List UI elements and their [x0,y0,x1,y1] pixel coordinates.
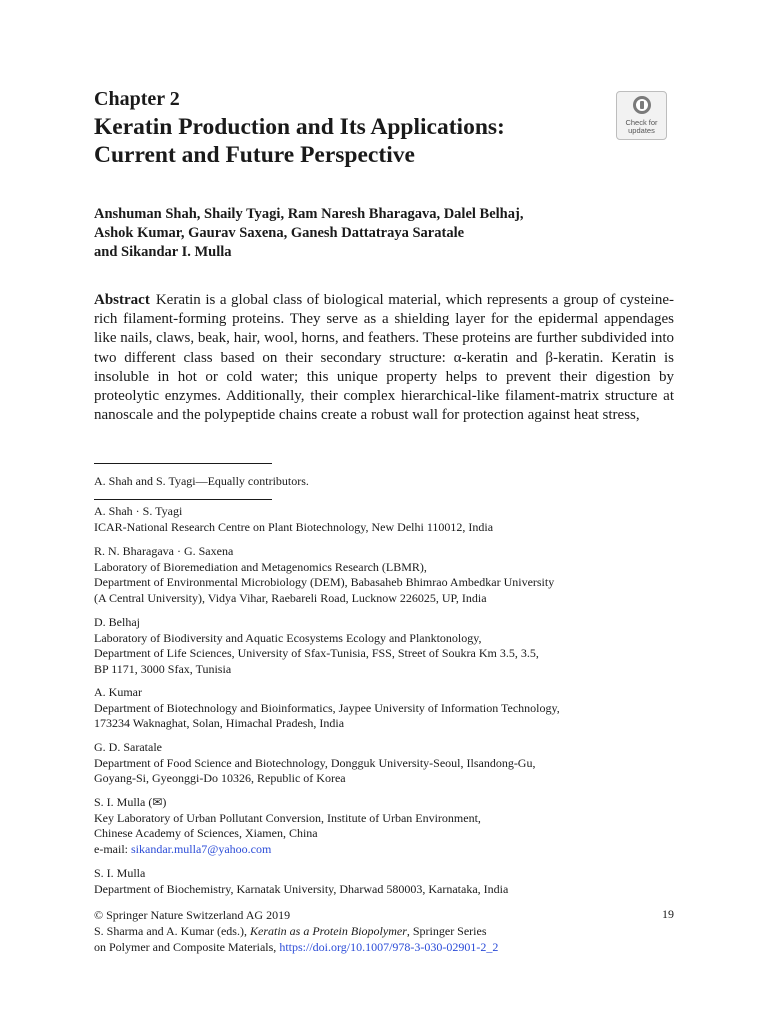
check-for-updates-text-2: updates [628,126,655,135]
series-name: on Polymer and Composite Materials, [94,940,280,954]
abstract-keyword: Abstract [94,292,150,308]
doi-line [94,939,674,955]
check-for-updates-label [617,119,666,135]
affiliation-authors: S. I. Mulla [94,866,146,880]
affiliation-line: ICAR-National Research Centre on Plant Biotechnology, New Delhi 110012, India [94,519,494,534]
book-citation-line [94,923,674,939]
affiliation-line: Department of Life Sciences, University of Sfax-Tunisia, FSS, Street of Soukra Km 3.5, 3.5, [94,646,539,661]
email-line [94,842,674,858]
affiliation-line: Department of Food Science and Biotechnology, Dongguk University-Seoul, Ilsandong-Gu, [94,755,536,770]
affiliation-line: Laboratory of Biodiversity and Aquatic Ecosystems Ecology and Planktonology, [94,630,482,645]
affiliation-line: Department of Environmental Microbiology (DEM), Babasaheb Bhimrao Ambedkar University [94,575,555,590]
affiliation-saratale [94,740,674,787]
affiliation-authors: S. I. Mulla (✉) [94,795,167,809]
email-label: e-mail: [94,841,131,856]
equal-contribution-footnote: A. Shah and S. Tyagi—Equally contributors. [94,474,309,488]
copyright-footer [94,907,674,955]
abstract [94,291,674,425]
author-line-1: Anshuman Shah, Shaily Tyagi, Ram Naresh Bharagava, Dalel Belhaj, [94,206,524,222]
citation-editors: S. Sharma and A. Kumar (eds.), [94,924,250,938]
affiliation-line: Goyang-Si, Gyeonggi-Do 10326, Republic of Korea [94,771,346,786]
affiliation-line: Key Laboratory of Urban Pollutant Conversion, Institute of Urban Environment, [94,810,481,825]
affiliation-bharagava-saxena [94,544,674,606]
author-list [94,205,674,262]
affiliation-authors: A. Shah · S. Tyagi [94,504,183,518]
affiliation-line: Department of Biotechnology and Bioinformatics, Jaypee University of Information Technology, [94,700,560,715]
affiliation-line: Department of Biochemistry, Karnatak University, Dharwad 580003, Karnataka, India [94,881,509,896]
author-line-3: and Sikandar I. Mulla [94,244,232,260]
book-title: Keratin as a Protein Biopolymer [249,924,407,938]
affiliation-mulla-cas [94,795,674,857]
email-link[interactable]: sikandar.mulla7@yahoo.com [130,841,272,856]
chapter-title-line-2: Current and Future Perspective [94,142,415,168]
check-for-updates-badge[interactable] [616,91,667,140]
affiliation-line: Laboratory of Bioremediation and Metagenomics Research (LBMR), [94,559,427,574]
chapter-label: Chapter 2 [94,88,180,110]
chapter-title-line-1: Keratin Production and Its Applications: [94,114,505,140]
affiliation-kumar [94,685,674,732]
author-line-2: Ashok Kumar, Gaurav Saxena, Ganesh Dattatraya Saratale [94,225,465,241]
doi-link[interactable]: https://doi.org/10.1007/978-3-030-02901-2_2 [279,940,499,954]
affiliation-authors: R. N. Bharagava · G. Saxena [94,544,234,558]
affiliation-line: BP 1171, 3000 Sfax, Tunisia [94,661,232,676]
affiliation-authors: G. D. Saratale [94,740,162,754]
chapter-title [94,113,614,169]
affiliation-line: Chinese Academy of Sciences, Xiamen, China [94,826,318,841]
affiliations-divider [94,499,272,500]
page-number: 19 [662,907,674,921]
affiliation-line: 173234 Waknaghat, Solan, Himachal Pradesh, India [94,716,345,731]
footnote-divider [94,463,272,464]
copyright-line: © Springer Nature Switzerland AG 2019 [94,908,291,922]
citation-series: , Springer Series [406,924,487,938]
affiliation-belhaj [94,615,674,677]
check-for-updates-text-1: Check for [625,118,658,127]
affiliation-shah-tyagi [94,504,674,535]
abstract-text: Keratin is a global class of biological material, which represents a group of cysteine-rich filament-forming proteins. They serve as a shielding layer for the epidermal appendages like nails, claws, beak, hair, wool, horns, and feathers. These proteins are further subdivided into two different class based on their secondary structure: α-keratin and β-keratin. Keratin is insoluble in hot or cold water; this unique property helps to prevent their digestion by proteolytic enzymes. Additionally, their complex hierarchical-like filament-matrix structure at nanoscale and the polypeptide chains create a robust wall for protection against heat stress, [94,292,674,424]
affiliation-mulla-karnatak [94,866,674,897]
check-for-updates-icon [633,96,651,114]
affiliation-authors: D. Belhaj [94,615,140,629]
affiliation-authors: A. Kumar [94,685,142,699]
affiliation-line: (A Central University), Vidya Vihar, Raebareli Road, Lucknow 226025, UP, India [94,590,487,605]
